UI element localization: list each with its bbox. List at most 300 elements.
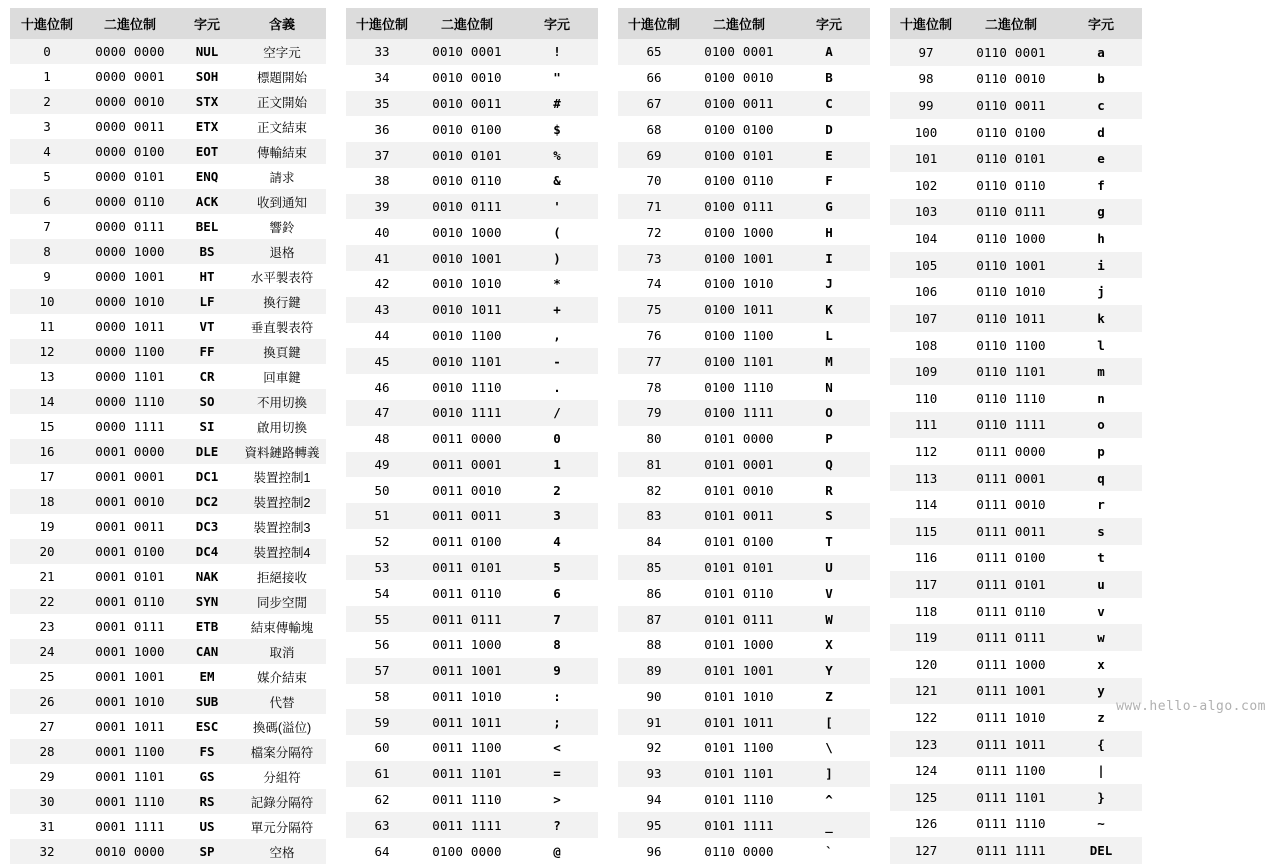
cell-dec: 17 — [39, 469, 55, 484]
cell-bin: 0011 1110 — [432, 792, 502, 808]
table-row — [10, 489, 326, 514]
cell-dec: 44 — [374, 327, 390, 343]
cell-mean: 檔案分隔符 — [250, 745, 314, 760]
table-row — [10, 814, 326, 839]
table-row — [346, 580, 598, 606]
table-row — [10, 339, 326, 364]
cell-mean: 響鈴 — [269, 220, 295, 235]
table-row — [890, 66, 1142, 93]
table-row — [618, 219, 870, 245]
cell-chr: M — [825, 353, 833, 369]
cell-bin: 0110 1010 — [976, 284, 1046, 300]
table-row — [890, 278, 1142, 305]
cell-bin: 0001 0011 — [95, 519, 165, 534]
cell-dec: 61 — [374, 766, 390, 782]
cell-chr: G — [825, 199, 833, 215]
table-row — [890, 119, 1142, 146]
cell-dec: 69 — [646, 147, 662, 163]
table-row — [10, 414, 326, 439]
cell-chr: SYN — [195, 594, 219, 609]
cell-chr: v — [1097, 603, 1105, 619]
cell-bin: 0111 0001 — [976, 470, 1046, 486]
cell-chr: ` — [825, 843, 833, 859]
cell-bin: 0100 0110 — [704, 173, 774, 189]
table-row — [890, 39, 1142, 66]
table-row — [890, 518, 1142, 545]
cell-bin: 0101 1111 — [704, 817, 774, 833]
cell-bin: 0101 0100 — [704, 534, 774, 550]
table-row — [346, 271, 598, 297]
cell-chr: s — [1097, 523, 1105, 539]
cell-bin: 0111 1111 — [976, 843, 1046, 859]
cell-chr: _ — [825, 817, 833, 833]
table-row — [10, 839, 326, 864]
table-row — [618, 684, 870, 710]
table-row — [618, 580, 870, 606]
table-row — [890, 412, 1142, 439]
table-header-row — [346, 8, 598, 39]
cell-bin: 0100 0001 — [704, 44, 774, 60]
cell-dec: 118 — [914, 603, 938, 619]
cell-mean: 分組符 — [263, 770, 301, 785]
cell-chr: \ — [825, 740, 833, 756]
cell-chr: SP — [199, 844, 215, 859]
cell-chr: R — [825, 482, 833, 498]
table-row — [346, 426, 598, 452]
cell-bin: 0110 1001 — [976, 257, 1046, 273]
cell-chr: S — [825, 508, 833, 524]
cell-chr: STX — [195, 94, 219, 109]
table-row — [346, 555, 598, 581]
cell-mean: 單元分隔符 — [250, 820, 314, 835]
table-row — [10, 639, 326, 664]
cell-dec: 77 — [646, 353, 662, 369]
cell-bin: 0100 1100 — [704, 327, 774, 343]
cell-chr: L — [825, 327, 833, 343]
cell-bin: 0011 0100 — [432, 534, 502, 550]
cell-dec: 106 — [914, 284, 938, 300]
cell-dec: 68 — [646, 121, 662, 137]
table-row — [346, 374, 598, 400]
table-row — [890, 598, 1142, 625]
cell-dec: 93 — [646, 766, 662, 782]
cell-dec: 42 — [374, 276, 390, 292]
cell-chr: GS — [199, 769, 215, 784]
cell-chr: SOH — [195, 69, 219, 84]
cell-dec: 56 — [374, 637, 390, 653]
cell-dec: 116 — [914, 550, 938, 566]
table-row — [346, 632, 598, 658]
table-row — [890, 92, 1142, 119]
cell-bin: 0100 0111 — [704, 199, 774, 215]
table-row — [890, 491, 1142, 518]
cell-dec: 30 — [39, 794, 55, 809]
cell-bin: 0011 0111 — [432, 611, 502, 627]
table-row — [346, 219, 598, 245]
cell-dec: 45 — [374, 353, 390, 369]
table-row — [10, 39, 326, 64]
cell-mean: 拒絕接收 — [256, 570, 307, 585]
cell-chr: VT — [199, 319, 215, 334]
cell-chr: q — [1097, 470, 1105, 486]
table-row — [10, 739, 326, 764]
cell-chr: DC3 — [195, 519, 219, 534]
cell-chr: DC1 — [195, 469, 219, 484]
cell-bin: 0000 1101 — [95, 369, 165, 384]
cell-mean: 同步空閒 — [256, 595, 307, 610]
cell-chr: DC2 — [195, 494, 219, 509]
cell-chr: * — [553, 276, 561, 292]
cell-dec: 108 — [914, 337, 938, 353]
cell-bin: 0100 0100 — [704, 121, 774, 137]
cell-chr: US — [199, 819, 215, 834]
table-row — [10, 64, 326, 89]
cell-bin: 0111 1100 — [976, 763, 1046, 779]
table-row — [618, 400, 870, 426]
cell-mean: 水平製表符 — [250, 270, 314, 285]
cell-bin: 0100 1110 — [704, 379, 774, 395]
cell-bin: 0000 1110 — [95, 394, 165, 409]
cell-bin: 0000 0000 — [95, 44, 165, 59]
cell-bin: 0010 0010 — [432, 70, 502, 86]
cell-chr: 7 — [553, 611, 561, 627]
cell-chr: C — [825, 95, 833, 111]
cell-bin: 0110 1110 — [976, 390, 1046, 406]
cell-dec: 18 — [39, 494, 55, 509]
cell-dec: 57 — [374, 663, 390, 679]
table-row — [10, 189, 326, 214]
table-row — [618, 297, 870, 323]
cell-bin: 0011 0101 — [432, 560, 502, 576]
table-row — [10, 614, 326, 639]
table-row — [890, 438, 1142, 465]
cell-chr: + — [553, 302, 561, 318]
cell-bin: 0000 0011 — [95, 119, 165, 134]
table-header-row — [10, 8, 326, 39]
cell-dec: 46 — [374, 379, 390, 395]
cell-bin: 0010 0111 — [432, 199, 502, 215]
cell-bin: 0000 0110 — [95, 194, 165, 209]
cell-dec: 109 — [914, 364, 938, 380]
cell-bin: 0011 0011 — [432, 508, 502, 524]
table-row — [10, 214, 326, 239]
cell-bin: 0001 1111 — [95, 819, 165, 834]
cell-dec: 100 — [914, 124, 938, 140]
cell-chr: < — [553, 740, 561, 756]
table-row — [890, 145, 1142, 172]
cell-bin: 0010 1101 — [432, 353, 502, 369]
column-header-chr: 字元 — [516, 8, 598, 39]
cell-dec: 50 — [374, 482, 390, 498]
table-row — [10, 89, 326, 114]
cell-bin: 0010 0110 — [432, 173, 502, 189]
cell-chr: " — [553, 70, 561, 86]
cell-chr: I — [825, 250, 833, 266]
cell-chr: { — [1097, 736, 1105, 752]
cell-chr: U — [825, 560, 833, 576]
cell-bin: 0111 1101 — [976, 789, 1046, 805]
table-row — [890, 757, 1142, 784]
cell-dec: 72 — [646, 224, 662, 240]
cell-chr: ETB — [195, 619, 219, 634]
cell-dec: 34 — [374, 70, 390, 86]
cell-bin: 0100 0101 — [704, 147, 774, 163]
cell-mean: 傳輸結束 — [256, 145, 307, 160]
cell-mean: 媒介結束 — [256, 670, 307, 685]
cell-dec: 4 — [43, 144, 51, 159]
cell-chr: | — [1097, 763, 1105, 779]
cell-dec: 81 — [646, 456, 662, 472]
table-row — [890, 704, 1142, 731]
cell-chr: O — [825, 405, 833, 421]
table-row — [618, 709, 870, 735]
column-header-bin: 二進位制 — [418, 8, 516, 39]
cell-dec: 95 — [646, 817, 662, 833]
table-row — [618, 194, 870, 220]
cell-bin: 0011 1001 — [432, 663, 502, 679]
table-row — [890, 545, 1142, 572]
cell-dec: 113 — [914, 470, 938, 486]
cell-chr: W — [825, 611, 833, 627]
cell-chr: FS — [199, 744, 215, 759]
cell-chr: B — [825, 70, 833, 86]
cell-chr: HT — [199, 269, 215, 284]
table-row — [890, 784, 1142, 811]
table-row — [10, 539, 326, 564]
cell-chr: FF — [199, 344, 215, 359]
cell-bin: 0010 0101 — [432, 147, 502, 163]
cell-dec: 123 — [914, 736, 938, 752]
table-row — [346, 477, 598, 503]
cell-mean: 標題開始 — [256, 70, 307, 85]
cell-bin: 0110 0000 — [704, 843, 774, 859]
cell-chr: ] — [825, 766, 833, 782]
table-row — [618, 374, 870, 400]
table-row — [890, 225, 1142, 252]
table-row — [346, 812, 598, 838]
cell-mean: 空格 — [269, 845, 295, 860]
cell-dec: 22 — [39, 594, 55, 609]
cell-chr: BS — [199, 244, 215, 259]
table-row — [618, 65, 870, 91]
table-row — [618, 271, 870, 297]
table-row — [890, 678, 1142, 705]
cell-bin: 0011 1011 — [432, 714, 502, 730]
column-header-dec: 十進位制 — [10, 8, 84, 39]
cell-dec: 105 — [914, 257, 938, 273]
cell-dec: 15 — [39, 419, 55, 434]
cell-mean: 裝置控制2 — [253, 495, 311, 510]
cell-bin: 0101 0010 — [704, 482, 774, 498]
cell-bin: 0010 1111 — [432, 405, 502, 421]
cell-dec: 70 — [646, 173, 662, 189]
cell-chr: j — [1097, 284, 1105, 300]
cell-mean: 垂直製表符 — [250, 320, 314, 335]
cell-chr: E — [825, 147, 833, 163]
cell-dec: 29 — [39, 769, 55, 784]
cell-chr: 2 — [553, 482, 561, 498]
cell-chr: NUL — [195, 44, 219, 59]
cell-dec: 126 — [914, 816, 938, 832]
cell-chr: DEL — [1089, 843, 1113, 859]
table-row — [618, 39, 870, 65]
table-row — [890, 624, 1142, 651]
cell-bin: 0010 0011 — [432, 95, 502, 111]
column-header-chr: 字元 — [176, 8, 238, 39]
cell-chr: H — [825, 224, 833, 240]
cell-bin: 0101 1000 — [704, 637, 774, 653]
table-row — [890, 571, 1142, 598]
cell-dec: 125 — [914, 789, 938, 805]
cell-dec: 20 — [39, 544, 55, 559]
cell-mean: 正文開始 — [256, 95, 307, 110]
cell-chr: DLE — [195, 444, 219, 459]
cell-bin: 0111 1000 — [976, 656, 1046, 672]
cell-bin: 0000 0111 — [95, 219, 165, 234]
cell-mean: 空字元 — [263, 45, 301, 60]
table-row — [346, 503, 598, 529]
cell-bin: 0110 1011 — [976, 310, 1046, 326]
table-row — [346, 168, 598, 194]
cell-dec: 3 — [43, 119, 51, 134]
cell-chr: P — [825, 431, 833, 447]
cell-bin: 0110 0110 — [976, 177, 1046, 193]
cell-dec: 12 — [39, 344, 55, 359]
table-row — [618, 245, 870, 271]
cell-dec: 13 — [39, 369, 55, 384]
cell-bin: 0001 1100 — [95, 744, 165, 759]
table-row — [346, 529, 598, 555]
cell-bin: 0101 1101 — [704, 766, 774, 782]
table-row — [618, 323, 870, 349]
cell-bin: 0001 0111 — [95, 619, 165, 634]
cell-bin: 0111 1011 — [976, 736, 1046, 752]
table-row — [346, 684, 598, 710]
cell-dec: 0 — [43, 44, 51, 59]
table-row — [346, 709, 598, 735]
table-row — [618, 503, 870, 529]
cell-dec: 87 — [646, 611, 662, 627]
cell-chr: 6 — [553, 585, 561, 601]
cell-bin: 0010 1110 — [432, 379, 502, 395]
cell-dec: 38 — [374, 173, 390, 189]
cell-bin: 0100 1111 — [704, 405, 774, 421]
cell-chr: [ — [825, 714, 833, 730]
table-header-row — [618, 8, 870, 39]
table-row — [346, 400, 598, 426]
table-row — [618, 426, 870, 452]
cell-dec: 40 — [374, 224, 390, 240]
cell-bin: 0111 0010 — [976, 497, 1046, 513]
cell-chr: , — [553, 327, 561, 343]
cell-bin: 0110 1101 — [976, 364, 1046, 380]
cell-dec: 62 — [374, 792, 390, 808]
cell-bin: 0010 0100 — [432, 121, 502, 137]
cell-bin: 0111 1010 — [976, 710, 1046, 726]
cell-dec: 67 — [646, 95, 662, 111]
cell-chr: BEL — [195, 219, 219, 234]
cell-bin: 0011 0110 — [432, 585, 502, 601]
column-header-dec: 十進位制 — [346, 8, 418, 39]
table-row — [890, 172, 1142, 199]
cell-dec: 73 — [646, 250, 662, 266]
table-row — [618, 735, 870, 761]
table-33-64 — [346, 8, 598, 864]
cell-dec: 28 — [39, 744, 55, 759]
cell-chr: ESC — [195, 719, 219, 734]
cell-bin: 0001 0101 — [95, 569, 165, 584]
cell-dec: 5 — [43, 169, 51, 184]
table-row — [10, 264, 326, 289]
cell-chr: $ — [553, 121, 561, 137]
cell-bin: 0101 0011 — [704, 508, 774, 524]
cell-chr: % — [553, 147, 561, 163]
cell-chr: ACK — [195, 194, 219, 209]
cell-bin: 0100 1010 — [704, 276, 774, 292]
table-row — [346, 735, 598, 761]
cell-chr: NAK — [195, 569, 219, 584]
table-row — [618, 477, 870, 503]
cell-dec: 119 — [914, 630, 938, 646]
cell-bin: 0010 0000 — [95, 844, 165, 859]
cell-dec: 99 — [918, 98, 934, 114]
cell-bin: 0101 1010 — [704, 688, 774, 704]
table-row — [346, 658, 598, 684]
cell-dec: 37 — [374, 147, 390, 163]
cell-bin: 0111 1001 — [976, 683, 1046, 699]
cell-dec: 43 — [374, 302, 390, 318]
table-row — [10, 689, 326, 714]
table-row — [618, 529, 870, 555]
cell-chr: ENQ — [195, 169, 219, 184]
cell-bin: 0110 1111 — [976, 417, 1046, 433]
table-row — [890, 837, 1142, 864]
cell-chr: t — [1097, 550, 1105, 566]
cell-mean: 記錄分隔符 — [250, 795, 314, 810]
cell-dec: 85 — [646, 560, 662, 576]
cell-chr: / — [553, 405, 561, 421]
cell-bin: 0011 1101 — [432, 766, 502, 782]
cell-mean: 收到通知 — [256, 195, 307, 210]
table-row — [10, 764, 326, 789]
table-row — [618, 348, 870, 374]
cell-bin: 0001 1011 — [95, 719, 165, 734]
table-row — [346, 297, 598, 323]
table-row — [10, 289, 326, 314]
cell-mean: 換頁鍵 — [263, 345, 301, 360]
column-header-dec: 十進位制 — [890, 8, 962, 39]
cell-bin: 0001 0100 — [95, 544, 165, 559]
cell-chr: ~ — [1097, 816, 1105, 832]
cell-chr: Z — [825, 688, 833, 704]
cell-chr: DC4 — [195, 544, 219, 559]
cell-bin: 0011 0000 — [432, 431, 502, 447]
cell-chr: RS — [199, 794, 215, 809]
cell-chr: > — [553, 792, 561, 808]
table-header-row — [890, 8, 1142, 39]
cell-bin: 0110 1100 — [976, 337, 1046, 353]
cell-chr: D — [825, 121, 833, 137]
cell-chr: r — [1097, 497, 1105, 513]
table-row — [618, 838, 870, 864]
table-row — [890, 252, 1142, 279]
cell-bin: 0110 0001 — [976, 44, 1046, 60]
table-row — [618, 658, 870, 684]
table-row — [346, 91, 598, 117]
cell-chr: : — [553, 688, 561, 704]
cell-chr: # — [553, 95, 561, 111]
table-row — [346, 348, 598, 374]
